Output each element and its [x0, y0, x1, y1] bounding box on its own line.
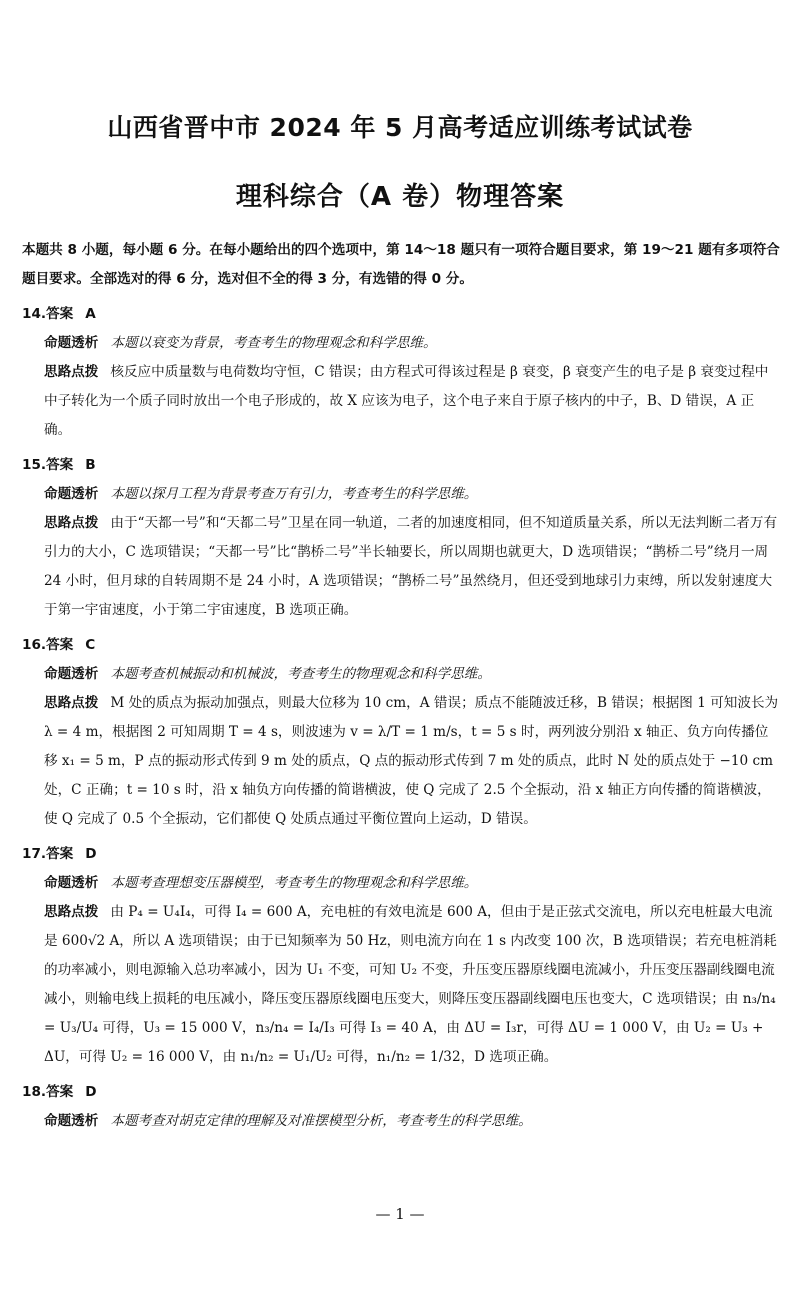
question-14-analysis [22, 329, 780, 358]
reasoning-label: 思路点拨 [44, 904, 99, 920]
question-number: 16. [22, 637, 47, 653]
analysis-text: 本题考查对胡克定律的理解及对准摆模型分析，考查考生的科学思维。 [110, 1113, 532, 1129]
exam-subtitle: 理科综合（A 卷）物理答案 [235, 182, 565, 212]
answer-content [22, 236, 780, 1136]
question-number: 14. [22, 306, 47, 322]
reasoning-label: 思路点拨 [44, 515, 99, 531]
question-15-analysis [22, 480, 780, 509]
answer-value: D [85, 1084, 97, 1100]
reasoning-text: 由于“天都一号”和“天都二号”卫星在同一轨道，二者的加速度相同，但不知道质量关系，所以无法判断二者万有引力的大小，C 选项错误；“天都一号”比“鹊桥二号”半长轴要长，所以周期也就更大，D 选项错误；“鹊桥二号”绕月一周 24 小时，但月球的自转周期不是 24 小时，A 选项错误；“鹊桥二号”虽然绕月，但还受到地球引力束缚，所以发射速度大于第一宇宙速度，小于第二宇宙速度，B 选项正确。 [44, 515, 778, 618]
question-14-header [22, 300, 780, 329]
analysis-label: 命题透析 [44, 875, 99, 891]
question-16-analysis [22, 660, 780, 689]
analysis-text: 本题以探月工程为背景考查万有引力，考查考生的科学思维。 [110, 486, 478, 502]
analysis-text: 本题以衰变为背景，考查考生的物理观念和科学思维。 [110, 335, 437, 351]
exam-title: 山西省晋中市 2024 年 5 月高考适应训练考试试卷 [107, 113, 693, 142]
instructions-paragraph: 本题共 8 小题，每小题 6 分。在每小题给出的四个选项中，第 14～18 题只有一项符合题目要求，第 19～21 题有多项符合题目要求。全部选对的得 6 分，选对但不全的得 3 分，有选错的得 0 分。 [22, 242, 780, 287]
answer-label: 答案 [46, 306, 74, 322]
question-16-reasoning [22, 689, 780, 834]
answer-value: C [85, 637, 96, 653]
question-16-header [22, 631, 780, 660]
reasoning-text: 核反应中质量数与电荷数均守恒，C 错误；由方程式可得该过程是 β 衰变，β 衰变产生的电子是 β 衰变过程中中子转化为一个质子同时放出一个电子形成的，故 X 应该为电子，这个电子来自于原子核内的中子，B、D 错误，A 正确。 [44, 364, 769, 438]
analysis-label: 命题透析 [44, 335, 99, 351]
reasoning-label: 思路点拨 [44, 695, 99, 711]
analysis-label: 命题透析 [44, 666, 99, 682]
reasoning-text: M 处的质点为振动加强点，则最大位移为 10 cm，A 错误；质点不能随波迁移，B 错误；根据图 1 可知波长为 λ = 4 m，根据图 2 可知周期 T = 4 s，则波速为 v = λ/T = 1 m/s，t = 5 s 时，两列波分别沿 x 轴正、负方向传播位移 x₁ = 5 m，P 点的振动形式传到 9 m 处的质点，Q 点的振动形式传到 7 m 处的质点，此时 N 处的质点处于 −10 cm 处，C 正确；t = 10 s 时，沿 x 轴负方向传播的简谐横波，使 Q 完成了 2.5 个全振动，沿 x 轴正方向传播的简谐横波，使 Q 完成了 0.5 个全振动，它们都使 Q 处质点通过平衡位置向上运动，D 错误。 [44, 695, 779, 827]
question-17-reasoning [22, 898, 780, 1072]
question-18-header [22, 1078, 780, 1107]
analysis-text: 本题考查机械振动和机械波，考查考生的物理观念和科学思维。 [110, 666, 491, 682]
question-18-analysis [22, 1107, 780, 1136]
question-17-header [22, 840, 780, 869]
question-number: 15. [22, 457, 47, 473]
analysis-label: 命题透析 [44, 486, 99, 502]
answer-label: 答案 [46, 637, 74, 653]
answer-label: 答案 [46, 1084, 74, 1100]
question-15-header [22, 451, 780, 480]
answer-label: 答案 [46, 846, 74, 862]
reasoning-label: 思路点拨 [44, 364, 99, 380]
question-15-reasoning [22, 509, 780, 625]
analysis-text: 本题考查理想变压器模型，考查考生的物理观念和科学思维。 [110, 875, 478, 891]
question-14-reasoning [22, 358, 780, 445]
question-number: 18. [22, 1084, 47, 1100]
question-number: 17. [22, 846, 47, 862]
answer-label: 答案 [46, 457, 74, 473]
analysis-label: 命题透析 [44, 1113, 99, 1129]
page-number: — 1 — [375, 1205, 425, 1223]
reasoning-text: 由 P₄ = U₄I₄，可得 I₄ = 600 A，充电桩的有效电流是 600 A，但由于是正弦式交流电，所以充电桩最大电流是 600√2 A，所以 A 选项错误；由于已知频率为 50 Hz，则电流方向在 1 s 内改变 100 次，B 选项错误；若充电桩消耗的功率减小，则电源输入总功率减小，因为 U₁ 不变，可知 U₂ 不变，升压变压器原线圈电流减小，升压变压器副线圈电流减小，则输电线上损耗的电压减小，降压变压器原线圈电压变大，则降压变压器副线圈电压也变大，C 选项错误；由 n₃/n₄ = U₃/U₄ 可得，U₃ = 15 000 V，n₃/n₄ = I₄/I₃ 可得 I₃ = 40 A，由 ΔU = I₃r，可得 ΔU = 1 000 V，由 U₂ = U₃ + ΔU，可得 U₂ = 16 000 V，由 n₁/n₂ = U₁/U₂ 可得，n₁/n₂ = 1/32，D 选项正确。 [44, 904, 777, 1065]
answer-value: B [85, 457, 96, 473]
answer-value: A [85, 306, 96, 322]
answer-value: D [85, 846, 97, 862]
question-17-analysis [22, 869, 780, 898]
